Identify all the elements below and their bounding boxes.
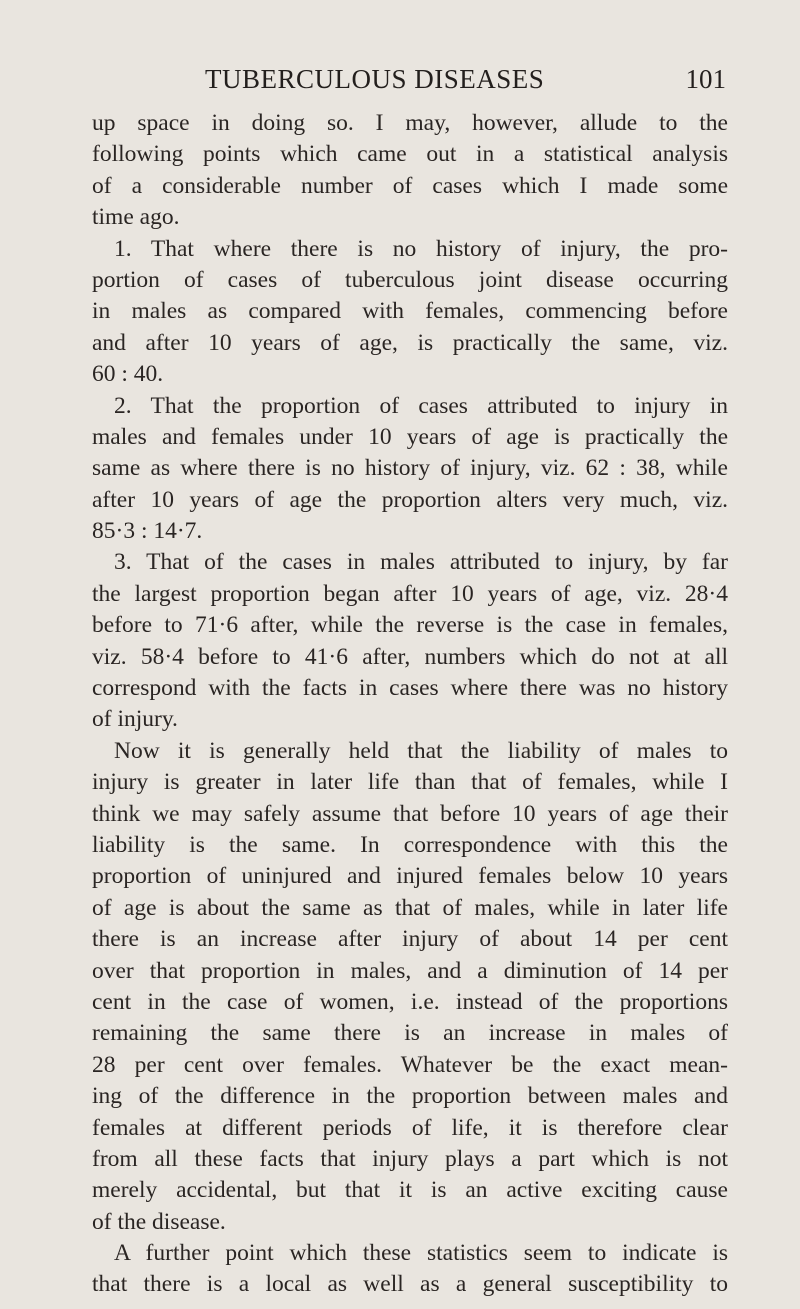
text-line: 28 per cent over females. Whatever be the exact mean-: [92, 1051, 728, 1078]
text-line: of injury.: [92, 706, 178, 733]
text-line: Now it is generally held that the liability of males to: [114, 737, 728, 764]
text-line: females at different periods of life, it is therefore clear: [92, 1114, 728, 1141]
text-line: portion of cases of tuberculous joint disease occurring: [92, 266, 728, 293]
text-line: proportion of uninjured and injured females below 10 years: [92, 863, 728, 890]
text-line: remaining the same there is an increase in males of: [92, 1020, 728, 1047]
text-line: think we may safely assume that before 10 years of age their: [92, 800, 728, 827]
text-line: the largest proportion began after 10 years of age, viz. 28·4: [92, 580, 728, 607]
text-line: after 10 years of age the proportion alters very much, viz.: [92, 486, 728, 513]
text-line: before to 71·6 after, while the reverse is the case in females,: [92, 612, 728, 639]
text-line: 85·3 : 14·7.: [92, 518, 203, 545]
text-line: over that proportion in males, and a diminution of 14 per: [92, 957, 728, 984]
text-line: injury is greater in later life than that of females, while I: [92, 769, 728, 796]
running-header: [92, 0, 728, 98]
text-line: from all these facts that injury plays a part which is not: [92, 1145, 728, 1172]
text-line: A further point which these statistics seem to indicate is: [114, 1240, 728, 1267]
text-line: cent in the case of women, i.e. instead of the proportions: [92, 988, 728, 1015]
text-line: that there is a local as well as a general susceptibility to: [92, 1271, 728, 1298]
text-line: and after 10 years of age, is practically the same, viz.: [92, 329, 728, 356]
running-title: TUBERCULOUS DISEASES: [205, 64, 545, 94]
text-line: following points which came out in a statistical analysis: [92, 141, 728, 168]
text-line: correspond with the facts in cases where there was no history: [92, 675, 728, 702]
body-text: [92, 108, 728, 1301]
text-line: of the disease.: [92, 1208, 226, 1235]
text-line: ing of the difference in the proportion between males and: [92, 1083, 728, 1110]
text-line: of age is about the same as that of males, while in later life: [92, 894, 728, 921]
text-line: 3. That of the cases in males attributed to injury, by far: [114, 549, 728, 576]
text-line: merely accidental, but that it is an active exciting cause: [92, 1177, 728, 1204]
text-line: up space in doing so. I may, however, allude to the: [92, 110, 728, 136]
text-line: 2. That the proportion of cases attributed to injury in: [114, 392, 728, 419]
text-line: time ago.: [92, 204, 180, 231]
text-line: viz. 58·4 before to 41·6 after, numbers which do not at all: [92, 643, 728, 670]
text-line: in males as compared with females, commencing before: [92, 298, 728, 325]
text-line: there is an increase after injury of about 14 per cent: [92, 926, 728, 953]
page-number: 101: [685, 64, 726, 94]
text-line: liability is the same. In correspondence with this the: [92, 831, 728, 858]
text-line: same as where there is no history of injury, viz. 62 : 38, while: [92, 455, 728, 482]
text-line: of a considerable number of cases which I made some: [92, 172, 728, 199]
text-line: males and females under 10 years of age is practically the: [92, 423, 728, 450]
text-line: 1. That where there is no history of injury, the pro-: [114, 235, 728, 262]
text-line: 60 : 40.: [92, 361, 164, 388]
